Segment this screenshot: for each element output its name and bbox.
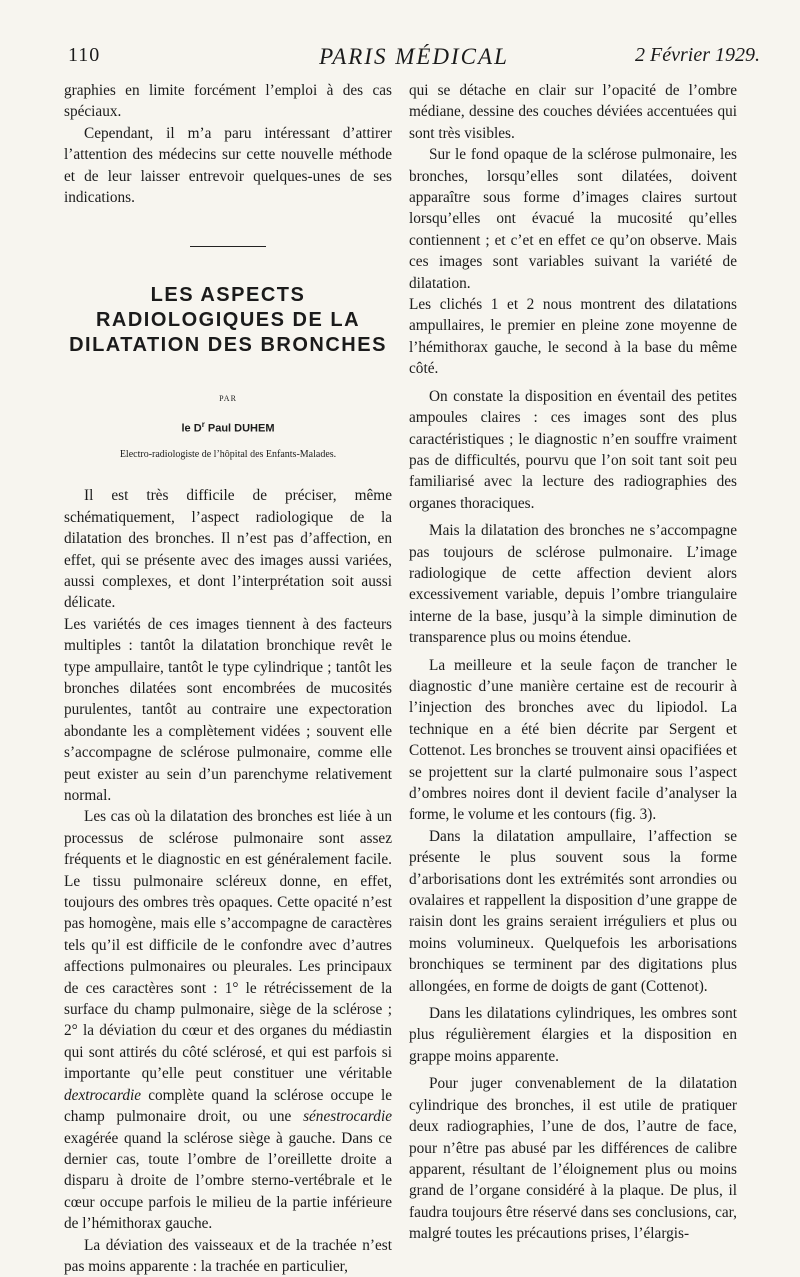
emphasis-term: dextrocardie: [64, 1086, 142, 1104]
issue-date: 2 Février 1929.: [635, 44, 760, 66]
left-column: [64, 80, 392, 1277]
right-column: [409, 80, 737, 1245]
paragraph: On constate la disposition en éventail des petites ampoules claires : ces images sont des plus caractéristiques ; le diagnostic n’en souffre vraiment pas de difficultés, pourvu que l’on soit tant soit peu familiarisé avec la lecture des radiographies des organes thoraciques.: [409, 387, 737, 512]
paragraph: Les variétés de ces images tiennent à des facteurs multiples : tantôt la dilatation bronchique revêt le type ampullaire, tantôt le type cylindrique ; tantôt les bronches dilatées sont encombrées de mucosités purulentes, tantôt au contraire une expectoration abondante les a complètement vidées ; souvent elle s’accompagne de sclérose pulmonaire, comme elle peut exister au sein d’un parenchyme relativement normal.: [64, 615, 392, 804]
author-sup: r: [201, 419, 205, 429]
paragraph: Pour juger convenablement de la dilatation cylindrique des bronches, il est utile de pratiquer deux radiographies, l’une de dos, l’autre de face, pour n’être pas abusé par les différences de calibre apparent, résultant de l’éloignement plus ou moins grand de l’organe considéré à la plaque. De plus, il faudra toujours être réservé dans ses conclusions, car, malgré toutes les précautions prises, l’élargis-: [409, 1075, 737, 1243]
article-title: [64, 283, 392, 358]
paragraph-text: complète quand la sclérose occupe le champ pulmonaire droit, ou une: [64, 1086, 393, 1126]
paragraph: Cependant, il m’a paru intéressant d’attirer l’attention des médecins sur cette nouvelle méthode et de leur laisser entrevoir quelques-unes de ses indications.: [64, 124, 392, 207]
running-header: [68, 44, 760, 76]
paragraph: Dans les dilatations cylindriques, les ombres sont plus régulièrement élargies et la disposition en grappe moins apparente.: [409, 1005, 737, 1065]
paragraph: La meilleure et la seule façon de trancher le diagnostic d’une manière certaine est de recourir à l’injection des bronches avec du lipiodol. La technique en a été bien décrite par Sergent et Cottenot. Les bronches se trouvent ainsi opacifiées et se projettent sur la clarté pulmonaire sous l’aspect d’ombres noires dont il devient facile d’analyser la forme, le volume et les contours (fig. 3).: [409, 656, 737, 824]
paragraph: Sur le fond opaque de la sclérose pulmonaire, les bronches, lorsqu’elles sont dilatées, doivent apparaître sous forme d’images claires surtout lorsqu’elles ont évacué la mucosité qu’elles contiennent ; et c’et en effet ce qu’on observe. Mais ces images sont variables suivant la variété de dilatation.: [409, 146, 737, 292]
paragraph: qui se détache en clair sur l’opacité de l’ombre médiane, dessine des couches déviées accentuées qui sont très visibles.: [409, 82, 737, 142]
journal-title: PARIS MÉDICAL: [319, 44, 509, 69]
paragraph-text: Les cas où la dilatation des bronches est liée à un processus de sclérose pulmonaire sont assez fréquents et le diagnostic en est généralement facile. Le tissu pulmonaire scléreux donne, en effet, toujours des ombres très opaques. Cette opacité n’est pas homogène, mais elle s’accompagne de caractères tels qu’il est difficile de le confondre avec d’autres affections pulmonaires ou pleurales. Les principaux de ces caractères sont : 1° le rétrécissement de la surface du champ pulmonaire, siège de la sclérose ; 2° la déviation du cœur et des organes du médiastin qui sont attirés du côté sclérosé, et qui est parfois si importante qu’elle peut constituer une véritable: [64, 808, 392, 1083]
article-title-line: DILATATION DES BRONCHES: [69, 334, 387, 357]
article-title-line: LES ASPECTS: [150, 284, 306, 307]
article-title-line: RADIOLOGIQUES DE LA: [95, 309, 361, 332]
author-line: [64, 414, 392, 440]
emphasis-term: sénestrocardie: [303, 1108, 392, 1126]
author-prefix: le D: [181, 422, 202, 435]
paragraph: Les clichés 1 et 2 nous montrent des dilatations ampullaires, le premier en pleine zone moyenne de l’hémithorax gauche, le second à la base du même côté.: [409, 296, 737, 378]
byline-par: PAR: [219, 394, 237, 404]
paragraph-text: exagérée quand la sclérose siège à gauche. Dans ce dernier cas, toute l’ombre de l’oreillette droite a disparu à droite de l’ombre sterno-vertébrale et le cœur occupe parfois le milieu de la partie inférieure de l’hémithorax gauche.: [64, 1129, 392, 1233]
paragraph: Mais la dilatation des bronches ne s’accompagne pas toujours de sclérose pulmonaire. L’image radiologique de cette affection devient alors excessivement variable, depuis l’ombre triangulaire interne de la base, jusqu’à la simple diminution de transparence plus ou moins étendue.: [409, 522, 737, 647]
paragraph: graphies en limite forcément l’emploi à des cas spéciaux.: [64, 82, 392, 121]
section-divider: [190, 246, 266, 247]
author-affiliation: Electro-radiologiste de l’hôpital des Enfants-Malades.: [119, 448, 337, 460]
paragraph: Il est très difficile de préciser, même schématiquement, l’aspect radiologique de la dilatation des bronches. Il n’est pas d’affection, en effet, qui se présente avec des images aussi variées, aussi complexes, et dont l’interprétation soit aussi délicate.: [64, 487, 392, 612]
paragraph: La déviation des vaisseaux et de la trachée n’est pas moins apparente : la trachée en particulier,: [64, 1236, 392, 1275]
paragraph: [64, 806, 392, 1234]
page-number: 110: [68, 44, 101, 66]
author-name: Paul DUHEM: [207, 422, 275, 435]
paragraph: Dans la dilatation ampullaire, l’affection se présente le plus souvent sous la forme d’arborisations dont les extrémités sont arrondies ou ovalaires et rappellent la disposition d’une grappe de raisin dont les grains seraient irréguliers et plus ou moins volumineux. Quelquefois les arborisations bronchiques se terminent par des digitations plus allongées, en forme de doigts de gant (Cottenot).: [409, 827, 737, 995]
